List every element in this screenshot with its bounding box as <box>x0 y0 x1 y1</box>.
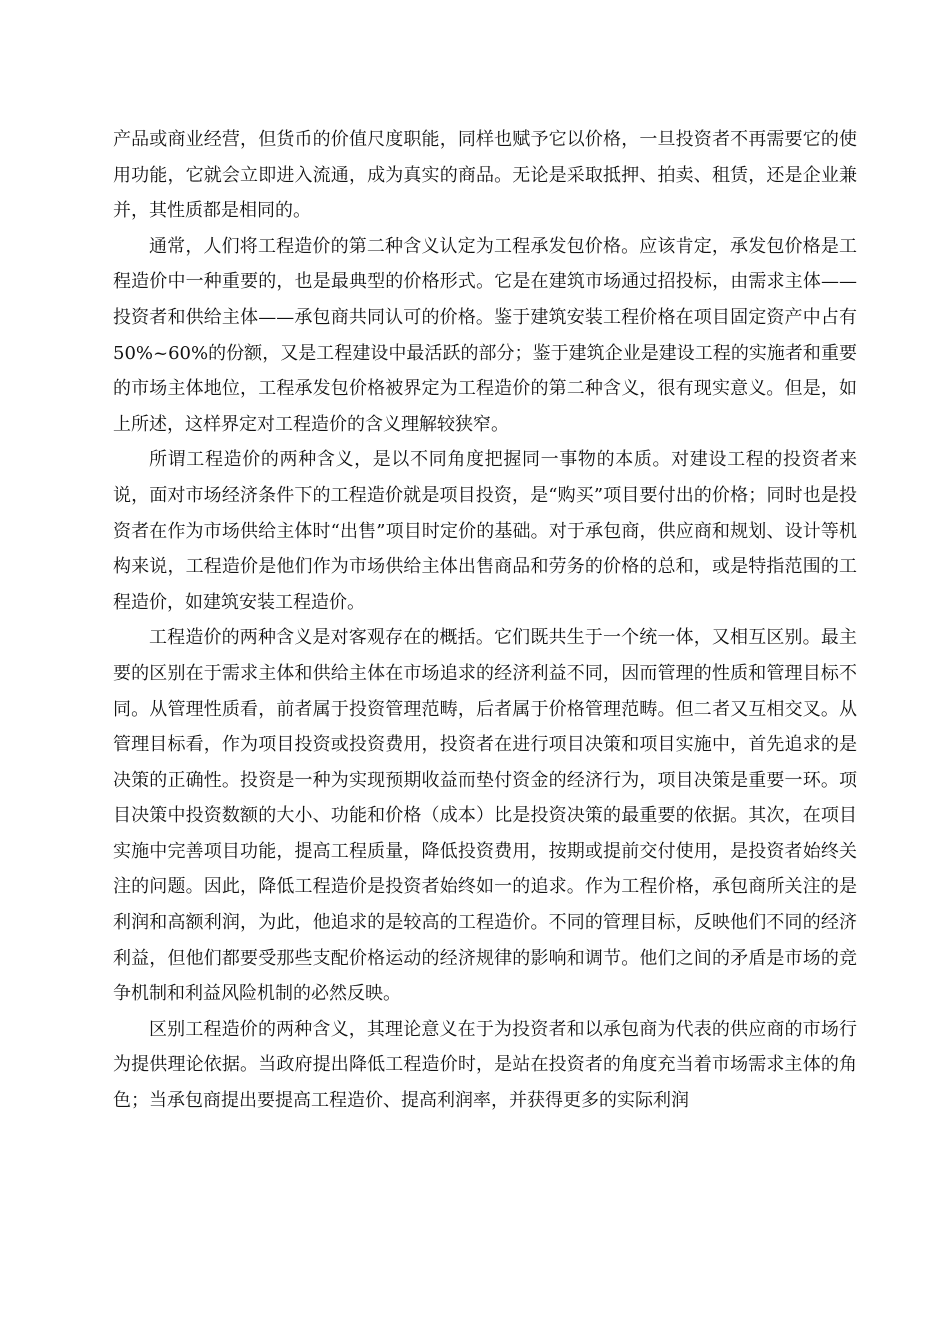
paragraph-continuation: 产品或商业经营，但货币的价值尺度职能，同样也赋予它以价格，一旦投资者不再需要它的使用功能，它就会立即进入流通，成为真实的商品。无论是采取抵押、拍卖、租赁，还是企业兼并，其性质都是相同的。 <box>113 129 857 222</box>
document-body <box>113 122 857 1119</box>
paragraph-second-meaning: 通常，人们将工程造价的第二种含义认定为工程承发包价格。应该肯定，承发包价格是工程造价中一种重要的，也是最典型的价格形式。它是在建筑市场通过招投标，由需求主体——投资者和供给主体——承包商共同认可的价格。鉴于建筑安装工程价格在项目固定资产中占有50%~60%的份额，又是工程建设中最活跃的部分；鉴于建筑企业是建设工程的实施者和重要的市场主体地位，工程承发包价格被界定为工程造价的第二种含义，很有现实意义。但是，如上所述，这样界定对工程造价的含义理解较狭窄。 <box>113 235 857 435</box>
paragraph-theoretical-significance: 区别工程造价的两种含义，其理论意义在于为投资者和以承包商为代表的供应商的市场行为提供理论依据。当政府提出降低工程造价时，是站在投资者的角度充当着市场需求主体的角色；当承包商提出要提高工程造价、提高利润率，并获得更多的实际利润 <box>113 1018 857 1112</box>
paragraph-two-meanings-essence: 所谓工程造价的两种含义，是以不同角度把握同一事物的本质。对建设工程的投资者来说，面对市场经济条件下的工程造价就是项目投资，是“购买”项目要付出的价格；同时也是投资者在作为市场供给主体时“出售”项目时定价的基础。对于承包商，供应商和规划、设计等机构来说，工程造价是他们作为市场供给主体出售商品和劳务的价格的总和，或是特指范围的工程造价，如建筑安装工程造价。 <box>113 449 857 613</box>
paragraph-two-meanings-difference: 工程造价的两种含义是对客观存在的概括。它们既共生于一个统一体，又相互区别。最主要的区别在于需求主体和供给主体在市场追求的经济利益不同，因而管理的性质和管理目标不同。从管理性质看，前者属于投资管理范畴，后者属于价格管理范畴。但二者又互相交叉。从管理目标看，作为项目投资或投资费用，投资者在进行项目决策和项目实施中，首先追求的是决策的正确性。投资是一种为实现预期收益而垫付资金的经济行为，项目决策是重要一环。项目决策中投资数额的大小、功能和价格（成本）比是投资决策的最重要的依据。其次，在项目实施中完善项目功能，提高工程质量，降低投资费用，按期或提前交付使用，是投资者始终关注的问题。因此，降低工程造价是投资者始终如一的追求。作为工程价格，承包商所关注的是利润和高额利润，为此，他追求的是较高的工程造价。不同的管理目标，反映他们不同的经济利益，但他们都要受那些支配价格运动的经济规律的影响和调节。他们之间的矛盾是市场的竞争机制和利益风险机制的必然反映。 <box>113 627 857 1005</box>
